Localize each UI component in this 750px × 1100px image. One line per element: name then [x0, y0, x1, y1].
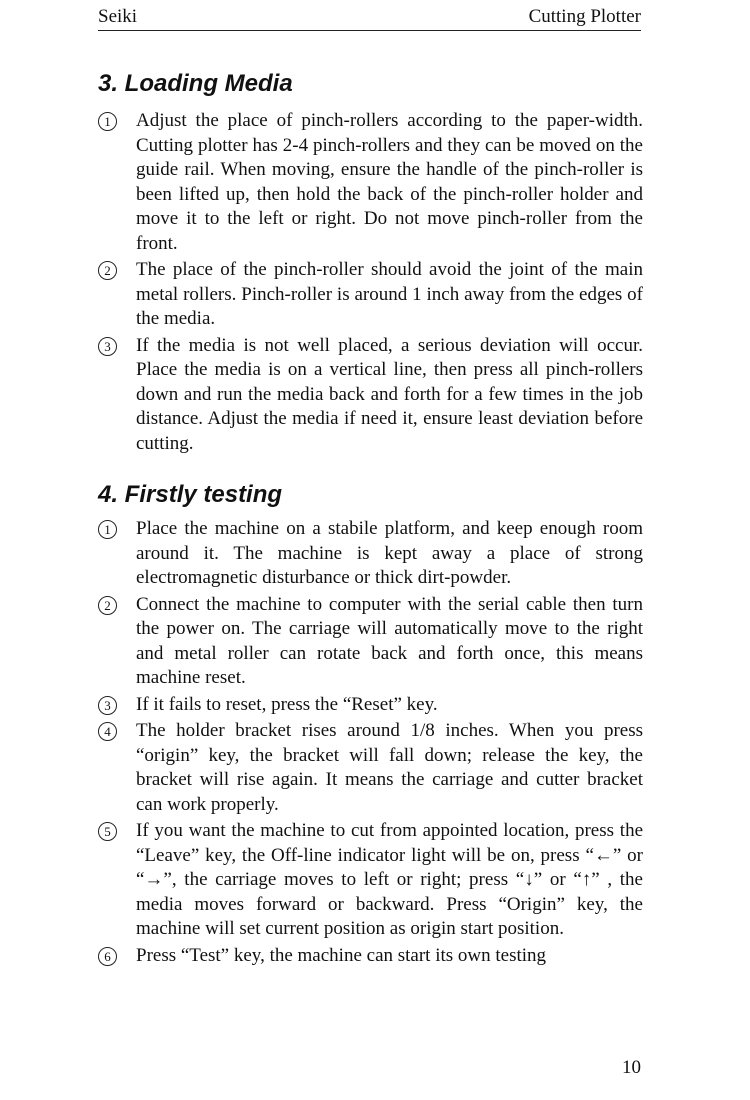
section-title-loading-media: 3. Loading Media [98, 70, 293, 97]
circled-number: 2 [98, 261, 117, 280]
circled-number: 1 [98, 112, 117, 131]
circled-number: 3 [98, 337, 117, 356]
list-item [98, 517, 643, 591]
list-item-text: If you want the machine to cut from appointed location, press the “Leave” key, the Off-line indicator light will be on, press “←” or “→”, the carriage moves to left or right; press “↓” or “↑” , the media moves forward or backward. Press “Origin” key, the machine will set current position as origin start position. [136, 820, 643, 939]
list-item [98, 693, 643, 718]
loading-media-list [98, 109, 643, 458]
header-brand: Seiki [98, 6, 138, 27]
list-item [98, 109, 643, 256]
header-product: Cutting Plotter [528, 6, 641, 27]
list-item-text: Connect the machine to computer with the serial cable then turn the power on. The carriage will automatically move to the right and metal roller can rotate back and forth once, this means machine reset. [136, 593, 643, 688]
circled-number: 4 [98, 722, 117, 741]
list-item-text: Place the machine on a stabile platform, and keep enough room around it. The machine is kept away a place of strong electromagnetic disturbance or thick dirt-powder. [136, 518, 643, 588]
circled-number: 5 [98, 822, 117, 841]
circled-number: 3 [98, 696, 117, 715]
page-number: 10 [622, 1057, 641, 1078]
list-item [98, 258, 643, 332]
list-item-text: If the media is not well placed, a serious deviation will occur. Place the media is on a vertical line, then press all pinch-rollers down and run the media back and forth for a few times in the job distance. Adjust the media if need it, ensure least deviation before cutting. [136, 334, 643, 454]
section-title-firstly-testing: 4. Firstly testing [98, 481, 283, 508]
list-item-text: The place of the pinch-roller should avoid the joint of the main metal rollers. Pinch-roller is around 1 inch away from the edges of the media. [136, 259, 643, 329]
firstly-testing-list [98, 517, 643, 970]
circled-number: 6 [98, 947, 117, 966]
list-item [98, 334, 643, 457]
list-item-text: Adjust the place of pinch-rollers according to the paper-width. Cutting plotter has 2-4 pinch-rollers and they can be moved on the guide rail. When moving, ensure the handle of the pinch-roller is been lifted up, then hold the back of the pinch-roller holder and move it to the left or right. Do not move pinch-roller from the front. [136, 110, 643, 254]
list-item-text: The holder bracket rises around 1/8 inches. When you press “origin” key, the bracket will fall down; release the key, the bracket will rise again. It means the carriage and cutter bracket can work properly. [136, 720, 643, 815]
page-header [98, 6, 641, 31]
list-item [98, 593, 643, 691]
circled-number: 1 [98, 520, 117, 539]
circled-number: 2 [98, 596, 117, 615]
list-item [98, 719, 643, 817]
list-item [98, 944, 643, 969]
list-item-text: Press “Test” key, the machine can start its own testing [136, 944, 547, 966]
list-item [98, 819, 643, 942]
list-item-text: If it fails to reset, press the “Reset” key. [136, 693, 438, 715]
